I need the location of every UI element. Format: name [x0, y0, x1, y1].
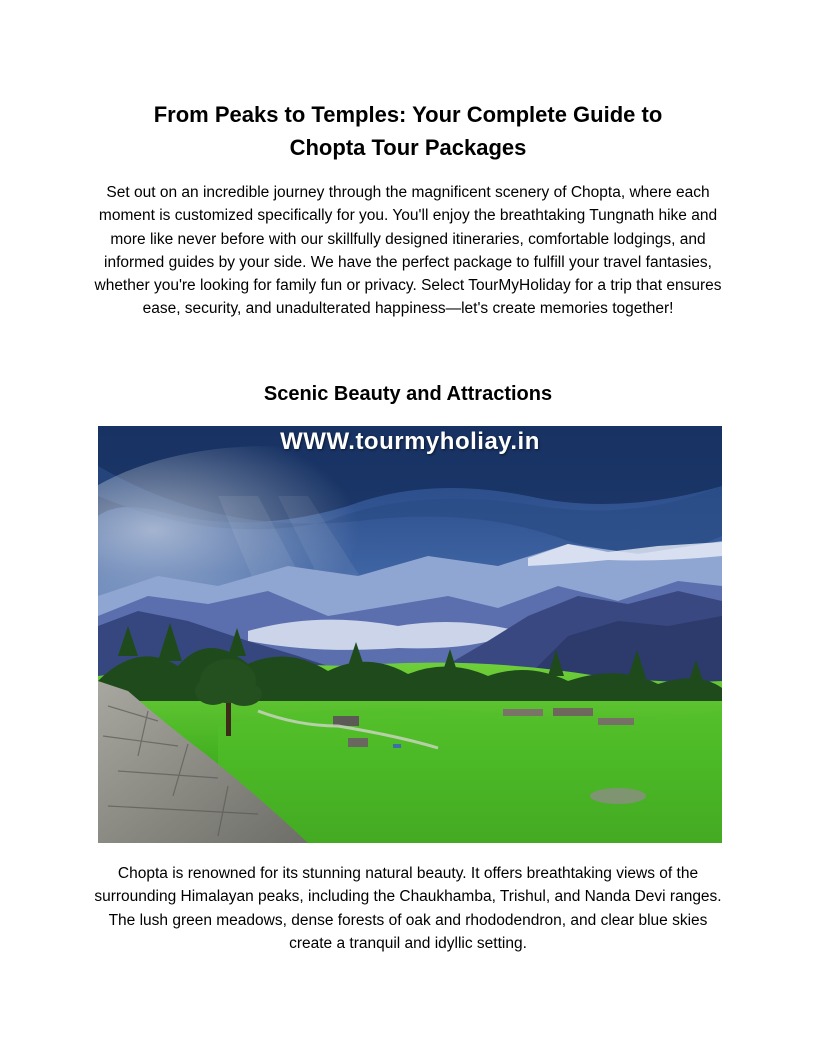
landscape-illustration — [98, 426, 722, 843]
chopta-landscape-image — [98, 426, 722, 843]
section-heading: Scenic Beauty and Attractions — [263, 383, 553, 405]
intro-paragraph: Set out on an incredible journey through the magnificent scenery of Chopta, where each moment is customized specifically for you. You'll enjoy the breathtaking Tungnath hike and more like never before with our skillfully designed itineraries, comfortable lodgings, and informed guides by your side. We have the perfect package to fulfill your travel fantasies, whether you're looking for family fun or privacy. Select TourMyHoliday for a trip that ensures ease, security, and unadulterated happiness—let's create memories together! — [94, 184, 722, 318]
watermark-text: WWW.tourmyholiay.in — [280, 428, 540, 455]
description-paragraph: Chopta is renowned for its stunning natural beauty. It offers breathtaking views of the surrounding Himalayan peaks, including the Chaukhamba, Trishul, and Nanda Devi ranges. The lush green meadows, dense forests of oak and rhododendron, and clear blue skies create a tranquil and idyllic setting. — [94, 865, 722, 952]
page-title: From Peaks to Temples: Your Complete Guide to Chopta Tour Packages — [153, 102, 663, 160]
